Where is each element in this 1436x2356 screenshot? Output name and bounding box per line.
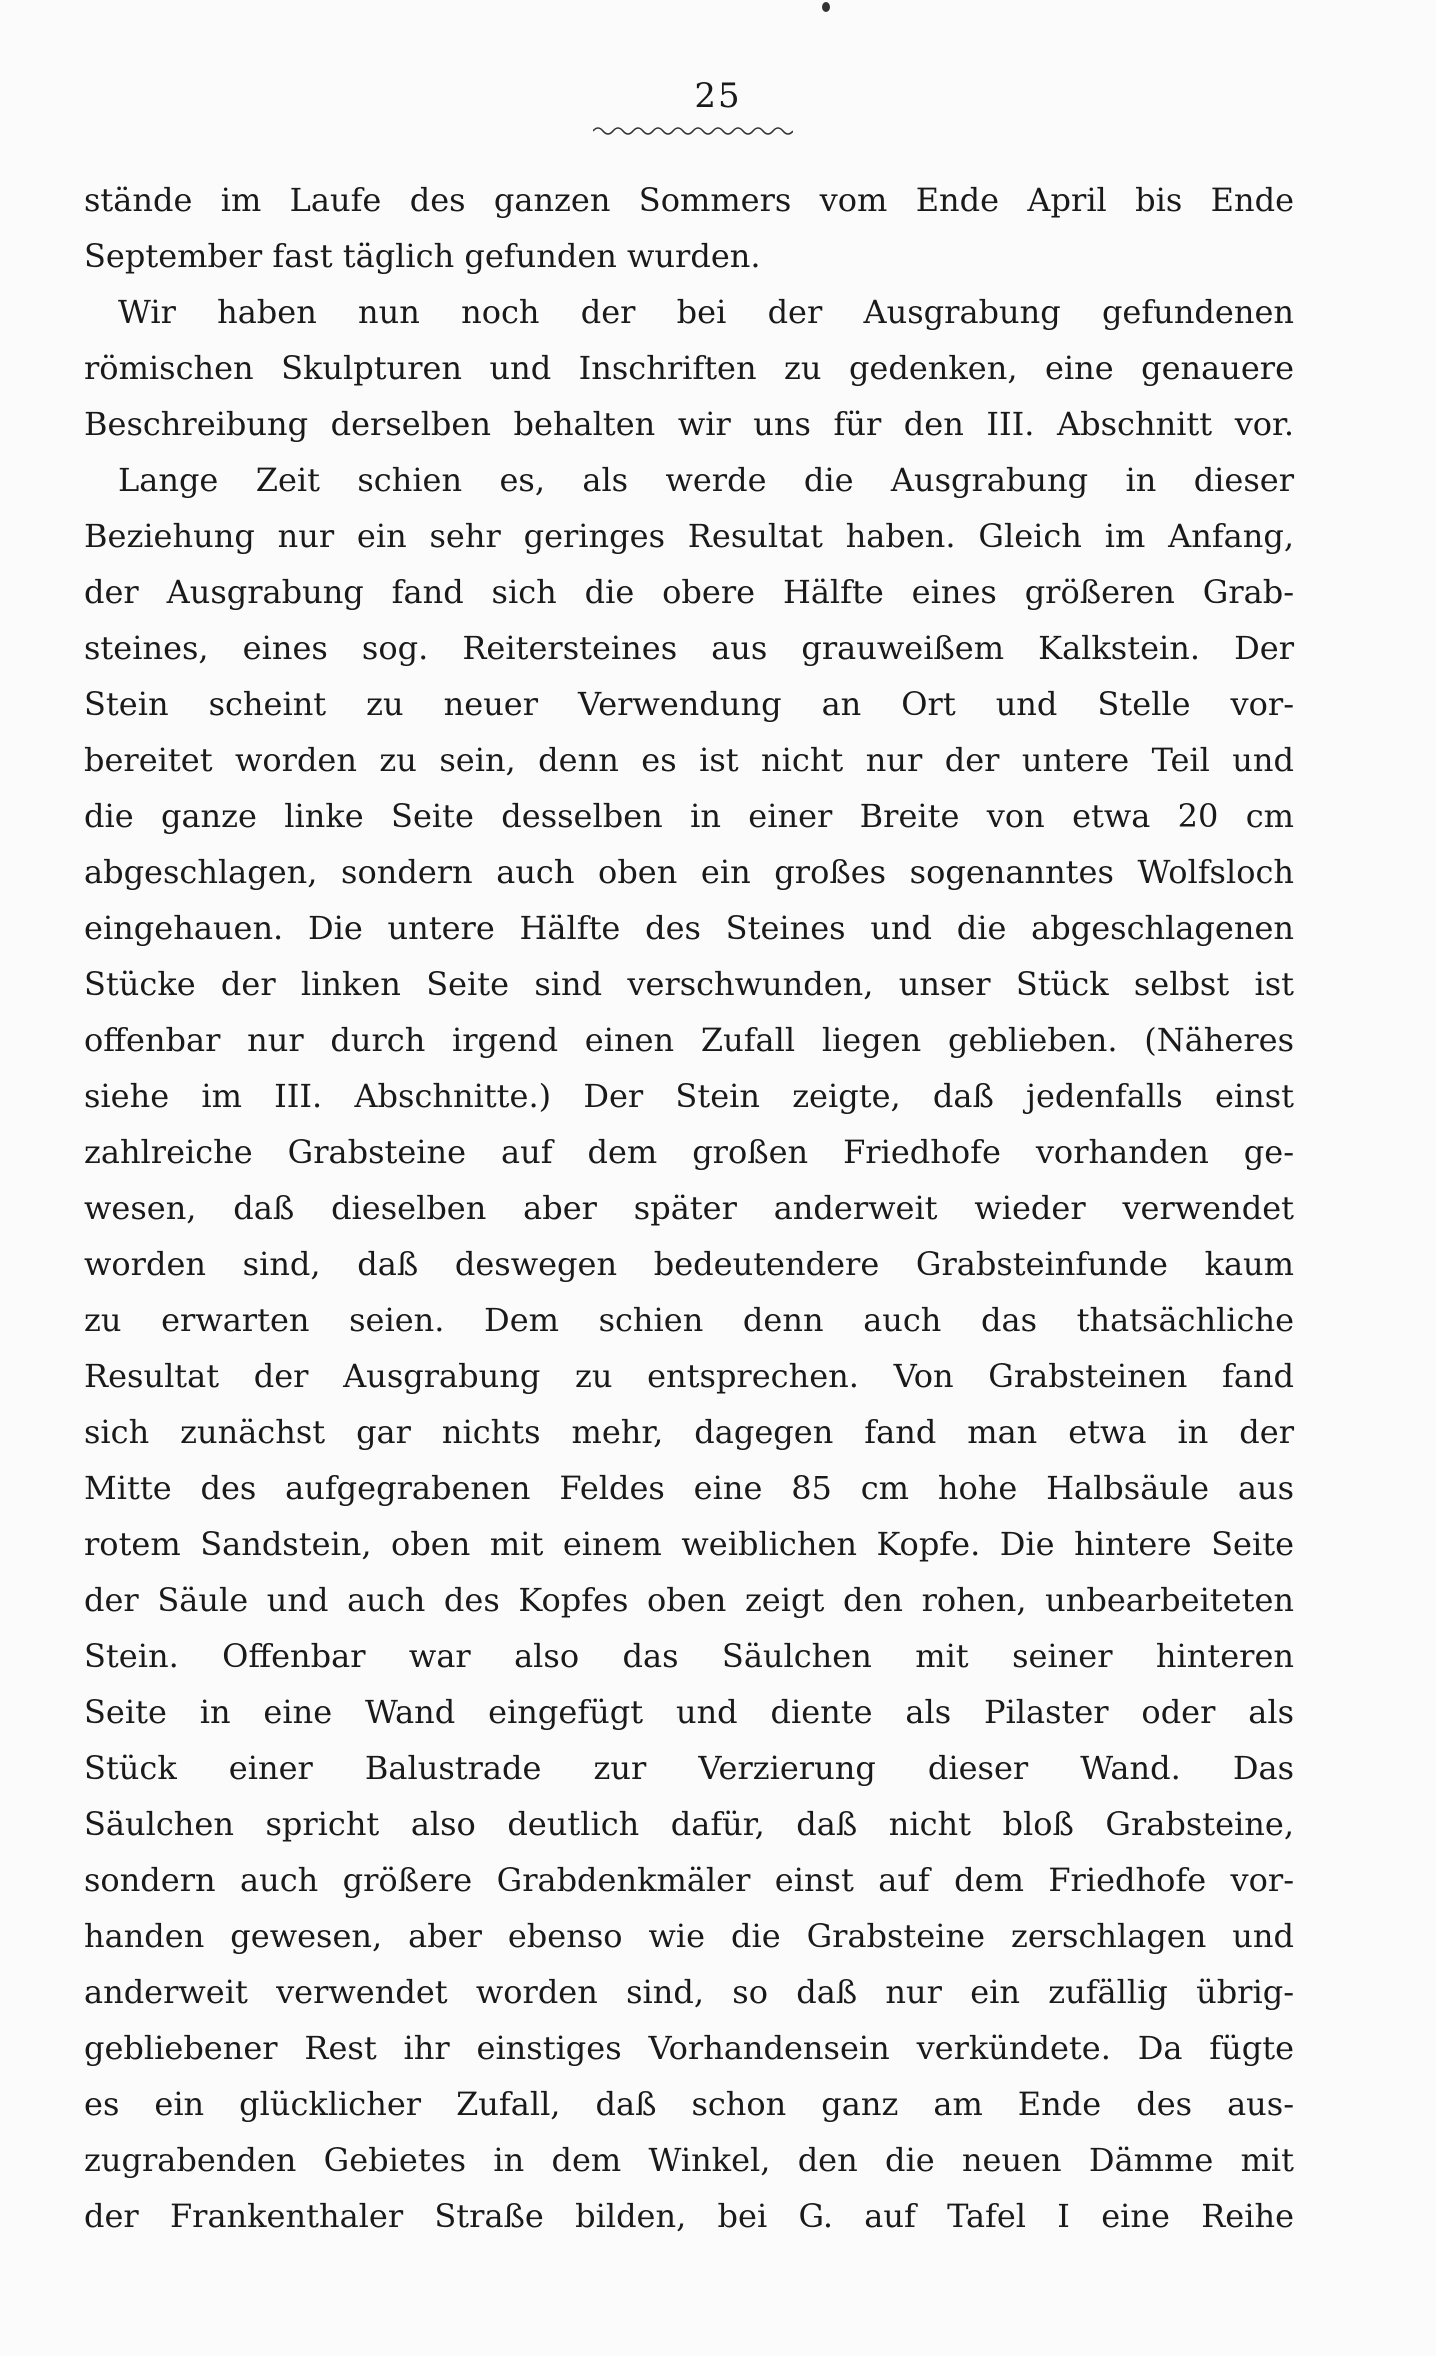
text-line: steines, eines sog. Reitersteines aus grauweißem Kalkstein. Der	[84, 629, 1294, 667]
text-line: Stücke der linken Seite sind verschwunden, unser Stück selbst ist	[84, 965, 1294, 1003]
text-line: rotem Sandstein, oben mit einem weiblichen Kopfe. Die hintere Seite	[84, 1525, 1294, 1563]
text-line: eingehauen. Die untere Hälfte des Steines und die abgeschlagenen	[84, 909, 1294, 947]
text-line: Beziehung nur ein sehr geringes Resultat haben. Gleich im Anfang,	[84, 517, 1294, 555]
text-line: Wir haben nun noch der bei der Ausgrabung gefundenen	[118, 293, 1294, 331]
text-line: römischen Skulpturen und Inschriften zu gedenken, eine genauere	[84, 349, 1294, 387]
text-line: worden sind, daß deswegen bedeutendere Grabsteinfunde kaum	[84, 1245, 1294, 1283]
body-text	[84, 172, 1294, 2244]
wavy-rule-ornament	[593, 124, 793, 138]
text-line: wesen, daß dieselben aber später anderweit wieder verwendet	[84, 1189, 1294, 1227]
text-line: Beschreibung derselben behalten wir uns für den III. Abschnitt vor.	[84, 405, 1294, 443]
text-line: Säulchen spricht also deutlich dafür, daß nicht bloß Grabsteine,	[84, 1805, 1294, 1843]
text-line: abgeschlagen, sondern auch oben ein großes sogenanntes Wolfsloch	[84, 853, 1294, 891]
text-line: zu erwarten seien. Dem schien denn auch das thatsächliche	[84, 1301, 1294, 1339]
text-line: der Frankenthaler Straße bilden, bei G. auf Tafel I eine Reihe	[84, 2197, 1294, 2235]
text-line: der Ausgrabung fand sich die obere Hälfte eines größeren Grab-	[84, 573, 1294, 611]
text-line: die ganze linke Seite desselben in einer Breite von etwa 20 cm	[84, 797, 1294, 835]
text-line: stände im Laufe des ganzen Sommers vom Ende April bis Ende	[84, 181, 1294, 219]
text-line: siehe im III. Abschnitte.) Der Stein zeigte, daß jedenfalls einst	[84, 1077, 1294, 1115]
text-line: zahlreiche Grabsteine auf dem großen Friedhofe vorhanden ge-	[84, 1133, 1294, 1171]
text-line: Lange Zeit schien es, als werde die Ausgrabung in dieser	[118, 461, 1294, 499]
text-line: der Säule und auch des Kopfes oben zeigt den rohen, unbearbeiteten	[84, 1581, 1294, 1619]
text-line: bereitet worden zu sein, denn es ist nicht nur der untere Teil und	[84, 741, 1294, 779]
text-line: September fast täglich gefunden wurden.	[84, 237, 761, 275]
text-line: anderweit verwendet worden sind, so daß nur ein zufällig übrig-	[84, 1973, 1294, 2011]
ink-speck	[822, 2, 830, 12]
text-line: handen gewesen, aber ebenso wie die Grabsteine zerschlagen und	[84, 1917, 1294, 1955]
text-line: sondern auch größere Grabdenkmäler einst auf dem Friedhofe vor-	[84, 1861, 1294, 1899]
text-line: sich zunächst gar nichts mehr, dagegen fand man etwa in der	[84, 1413, 1294, 1451]
text-line: Stück einer Balustrade zur Verzierung dieser Wand. Das	[84, 1749, 1294, 1787]
text-line: gebliebener Rest ihr einstiges Vorhandensein verkündete. Da fügte	[84, 2029, 1294, 2067]
text-line: Resultat der Ausgrabung zu entsprechen. Von Grabsteinen fand	[84, 1357, 1294, 1395]
text-line: Stein scheint zu neuer Verwendung an Ort und Stelle vor-	[84, 685, 1294, 723]
text-line: Mitte des aufgegrabenen Feldes eine 85 cm hohe Halbsäule aus	[84, 1469, 1294, 1507]
page-number: 25	[694, 76, 742, 116]
text-line: offenbar nur durch irgend einen Zufall liegen geblieben. (Näheres	[84, 1021, 1294, 1059]
text-line: es ein glücklicher Zufall, daß schon ganz am Ende des aus-	[84, 2085, 1294, 2123]
text-line: zugrabenden Gebietes in dem Winkel, den die neuen Dämme mit	[84, 2141, 1294, 2179]
text-line: Stein. Offenbar war also das Säulchen mit seiner hinteren	[84, 1637, 1294, 1675]
text-line: Seite in eine Wand eingefügt und diente als Pilaster oder als	[84, 1693, 1294, 1731]
